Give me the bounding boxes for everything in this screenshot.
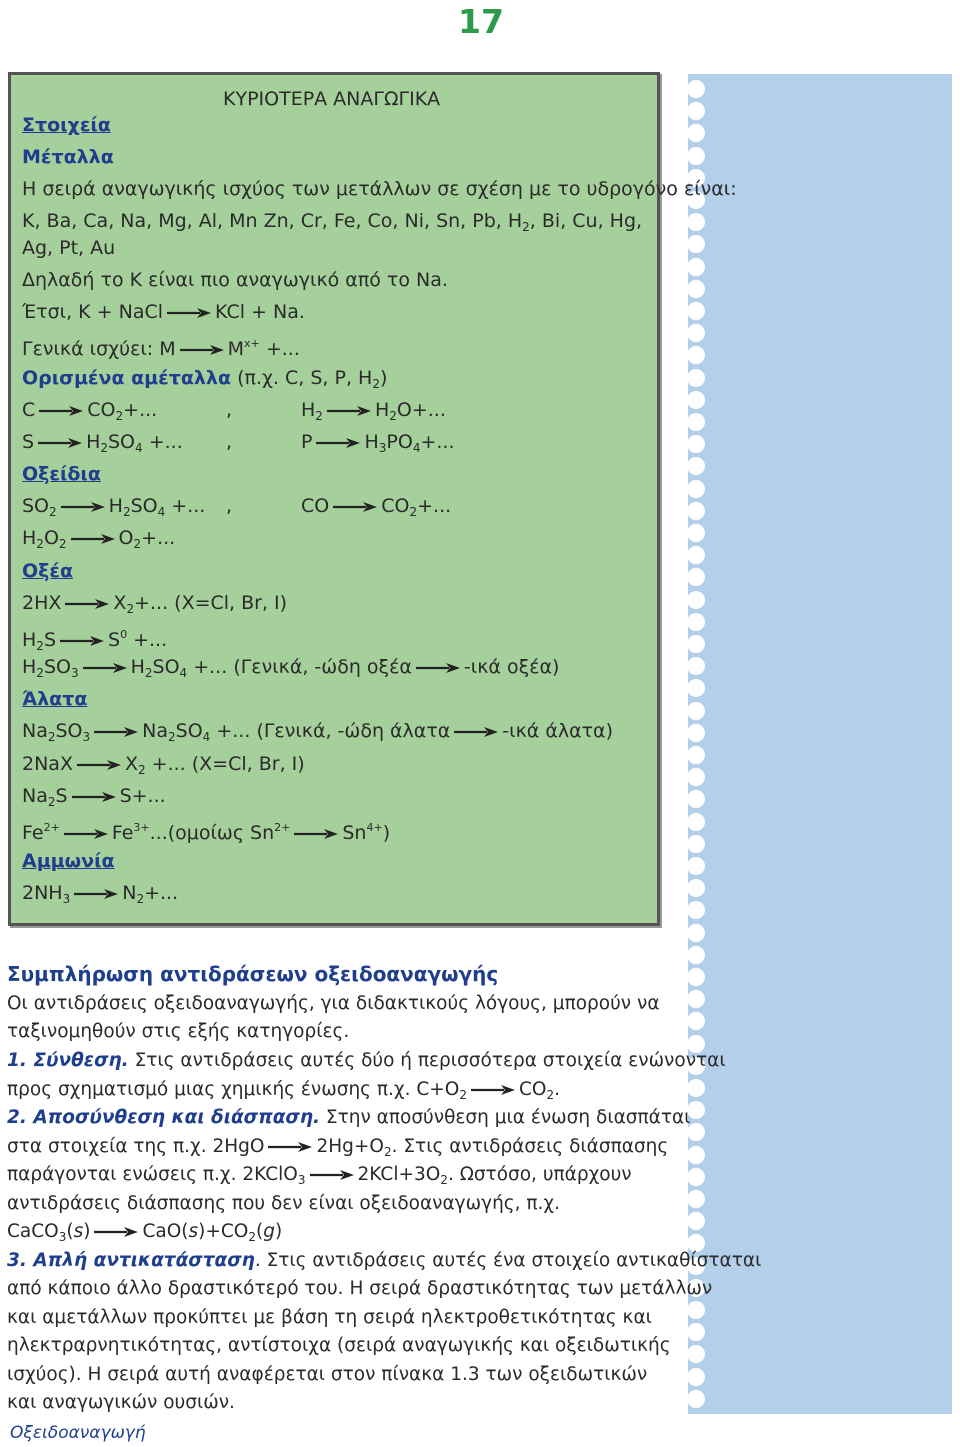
punch-hole xyxy=(687,1168,705,1186)
punch-hole xyxy=(687,457,705,475)
reaction-so2: $SO_2$ $H_2SO_4$ +... xyxy=(22,495,206,519)
punch-hole xyxy=(687,702,705,720)
para-line: Οι αντιδράσεις οξειδοαναγωγής, για διδακτικούς λόγους, μπορούν να xyxy=(7,993,660,1014)
punch-hole xyxy=(687,346,705,364)
arrow-icon xyxy=(310,1170,354,1180)
punch-hole xyxy=(687,813,705,831)
punch-hole xyxy=(687,147,705,165)
punch-hole xyxy=(687,1146,705,1164)
punch-hole xyxy=(687,635,705,653)
arrow-icon xyxy=(268,1142,312,1152)
punch-hole xyxy=(687,768,705,786)
punch-hole xyxy=(687,369,705,387)
reaction-hx: 2HX $X_2+$... (X=Cl, Br, I) xyxy=(22,592,288,616)
arrow-icon xyxy=(60,636,104,646)
para-line: αντιδράσεις διάσπασης που δεν είναι οξειδοαναγωγής, π.χ. xyxy=(7,1193,561,1214)
intro-text: Η σειρά αναγωγικής ισχύος των μετάλλων σε σχέση με το υδρογόνο είναι: xyxy=(22,178,737,200)
punch-hole xyxy=(687,946,705,964)
para-line: ισχύος). Η σειρά αυτή αναφέρεται στον πίνακα 1.3 των οξειδωτικών xyxy=(7,1364,648,1385)
punch-hole xyxy=(687,901,705,919)
arrow-icon xyxy=(38,438,82,448)
heading-stoixeia: Στοιχεία xyxy=(22,114,111,136)
punch-hole xyxy=(687,1212,705,1230)
punch-hole xyxy=(687,679,705,697)
punch-hole xyxy=(687,1012,705,1030)
reaction-p: P $H_3PO_4+$... xyxy=(301,431,455,455)
punch-hole xyxy=(687,657,705,675)
arrow-icon xyxy=(333,502,377,512)
example-reaction: Έτσι, K + NaCl KCl + Na. xyxy=(22,301,305,323)
reaction-nh3: $2NH_3$ $N_2+$... xyxy=(22,882,179,906)
reaction-c: C $CO_2+$... xyxy=(22,399,158,423)
footer-chapter: Οξειδοαναγωγή xyxy=(10,1423,146,1443)
punch-hole xyxy=(687,613,705,631)
punch-hole xyxy=(687,879,705,897)
punch-hole xyxy=(687,280,705,298)
arrow-icon xyxy=(167,308,211,318)
arrow-icon xyxy=(74,889,118,899)
punch-hole xyxy=(687,302,705,320)
punch-hole xyxy=(687,258,705,276)
heading-oxeidia: Οξείδια xyxy=(22,463,101,485)
comma: , xyxy=(226,495,233,517)
para-line: ταξινομηθούν στις εξής κατηγορίες. xyxy=(7,1021,350,1042)
punch-hole xyxy=(687,102,705,120)
arrow-icon xyxy=(61,502,105,512)
arrow-icon xyxy=(180,345,224,355)
punch-hole xyxy=(687,391,705,409)
heading-metalla: Μέταλλα xyxy=(22,146,114,168)
arrow-icon xyxy=(94,727,138,737)
punch-hole xyxy=(687,435,705,453)
para-line: και αναγωγικών ουσιών. xyxy=(7,1392,235,1413)
section-title: Συμπλήρωση αντιδράσεων οξειδοαναγωγής xyxy=(7,962,499,986)
nonmetals-heading: Ορισμένα αμέταλλα (π.χ. C, S, P, $H_2$) xyxy=(22,367,388,391)
reaction-h2so3: $H_2SO_3$ $H_2SO_4$ +... (Γενικά, -ώδη οξέα -ικά οξέα) xyxy=(22,656,560,680)
category-1-example: προς σχηματισμό μιας χημικής ένωσης π.χ. $C+O_2$ $CO_2$. xyxy=(7,1079,561,1102)
reducing-agents-box xyxy=(8,72,737,926)
arrow-icon xyxy=(316,438,360,448)
punch-hole xyxy=(687,1323,705,1341)
reaction-s: S $H_2SO_4$ +... xyxy=(22,431,183,455)
arrow-icon xyxy=(77,760,121,770)
punch-hole xyxy=(687,413,705,431)
arrow-icon xyxy=(471,1085,515,1095)
reaction-nax: 2NaX $X_2$ +... (X=Cl, Br, I) xyxy=(22,753,305,777)
punch-hole xyxy=(687,546,705,564)
punch-hole xyxy=(687,480,705,498)
punch-hole xyxy=(687,524,705,542)
arrow-icon xyxy=(416,663,460,673)
general-rule: Γενικά ισχύει: Μ $M^{x+}$ +... xyxy=(22,337,300,360)
category-2-example2: παράγονται ενώσεις π.χ. 2KClO$_3$ $2KCl+3O_2$. Ωστόσο, υπάρχουν xyxy=(7,1164,632,1187)
meaning-text: Δηλαδή το Κ είναι πιο αναγωγικό από το Na. xyxy=(22,269,448,291)
punch-hole xyxy=(687,502,705,520)
category-3: 3. Απλή αντικατάσταση. Στις αντιδράσεις αυτές ένα στοιχείο αντικαθίσταται xyxy=(7,1250,762,1271)
side-decoration xyxy=(688,74,952,1414)
punch-hole xyxy=(687,835,705,853)
arrow-icon xyxy=(72,792,116,802)
category-2-example: στα στοιχεία της π.χ. 2HgO $2Hg+O_2$. Στις αντιδράσεις διάσπασης xyxy=(7,1136,669,1159)
para-line: ηλεκτραρνητικότητας, αντίστοιχα (σειρά αναγωγικής και οξειδωτικής xyxy=(7,1335,671,1356)
comma: , xyxy=(226,399,233,421)
punch-hole xyxy=(687,591,705,609)
comma: , xyxy=(226,431,233,453)
reaction-co: CO $CO_2+$... xyxy=(301,495,452,519)
punch-hole xyxy=(687,213,705,231)
arrow-icon xyxy=(83,663,127,673)
reaction-fe: $Fe^{2+}$ $Fe^{3+}...(o\mu oί\omega\varsigma$ $Sn^{2+}$ $Sn^{4+}$) xyxy=(22,821,391,844)
punch-hole xyxy=(687,1390,705,1408)
punch-hole xyxy=(687,80,705,98)
arrow-icon xyxy=(454,727,498,737)
punch-hole xyxy=(687,857,705,875)
category-2: 2. Αποσύνθεση και διάσπαση. Στην αποσύνθεση μια ένωση διασπάται xyxy=(7,1107,691,1128)
punch-hole xyxy=(687,1301,705,1319)
reaction-na2s: $Na_2S$ S+... xyxy=(22,785,166,809)
punch-hole xyxy=(687,990,705,1008)
punch-hole xyxy=(687,1345,705,1363)
arrow-icon xyxy=(294,829,338,839)
box-title: ΚΥΡΙΟΤΕΡΑ ΑΝΑΓΩΓΙΚΑ xyxy=(223,88,441,110)
page-number: 17 xyxy=(458,2,504,41)
caco3-reaction: CaCO$_3$(s) $CaO(s)+CO_2(g)$ xyxy=(7,1221,283,1244)
punch-hole xyxy=(687,124,705,142)
punch-hole xyxy=(687,968,705,986)
para-line: από κάποιο άλλο δραστικότερό του. Η σειρά δραστικότητας των μετάλλων xyxy=(7,1278,713,1299)
arrow-icon xyxy=(327,406,371,416)
arrow-icon xyxy=(65,599,109,609)
punch-hole xyxy=(687,235,705,253)
punch-hole xyxy=(687,1190,705,1208)
heading-ammonia: Αμμωνία xyxy=(22,850,115,872)
metal-series-line2: Ag, Pt, Au xyxy=(22,237,116,259)
punch-hole xyxy=(687,746,705,764)
reaction-h2o2: $H_2O_2$ $O_2+$... xyxy=(22,527,176,551)
punch-hole xyxy=(687,568,705,586)
heading-alata: Άλατα xyxy=(22,688,88,710)
heading-oxea: Οξέα xyxy=(22,560,74,582)
category-1: 1. Σύνθεση. Στις αντιδράσεις αυτές δύο ή περισσότερα στοιχεία ενώνονται xyxy=(7,1050,726,1071)
arrow-icon xyxy=(39,406,83,416)
reaction-h2: $H_2$ $H_2O+$... xyxy=(301,399,446,423)
punch-hole xyxy=(687,724,705,742)
punch-hole xyxy=(687,324,705,342)
arrow-icon xyxy=(94,1227,138,1237)
punch-hole xyxy=(687,1368,705,1386)
punch-hole xyxy=(687,1079,705,1097)
punch-hole xyxy=(687,924,705,942)
arrow-icon xyxy=(71,534,115,544)
reaction-na2so3: $Na_2SO_3$ $Na_2SO_4$ +... (Γενικά, -ώδη άλατα -ικά άλατα) xyxy=(22,720,613,744)
para-line: και αμετάλλων προκύπτει με βάση τη σειρά ηλεκτροθετικότητας και xyxy=(7,1307,652,1328)
arrow-icon xyxy=(64,829,108,839)
reaction-h2s: $H_2S$ $S^0$ +... xyxy=(22,628,168,653)
metal-series-line1: K, Ba, Ca, Na, Mg, Al, Mn Zn, Cr, Fe, Co, Ni, Sn, Pb, $H_2$, Bi, Cu, Hg, xyxy=(22,210,643,234)
punch-hole xyxy=(687,790,705,808)
